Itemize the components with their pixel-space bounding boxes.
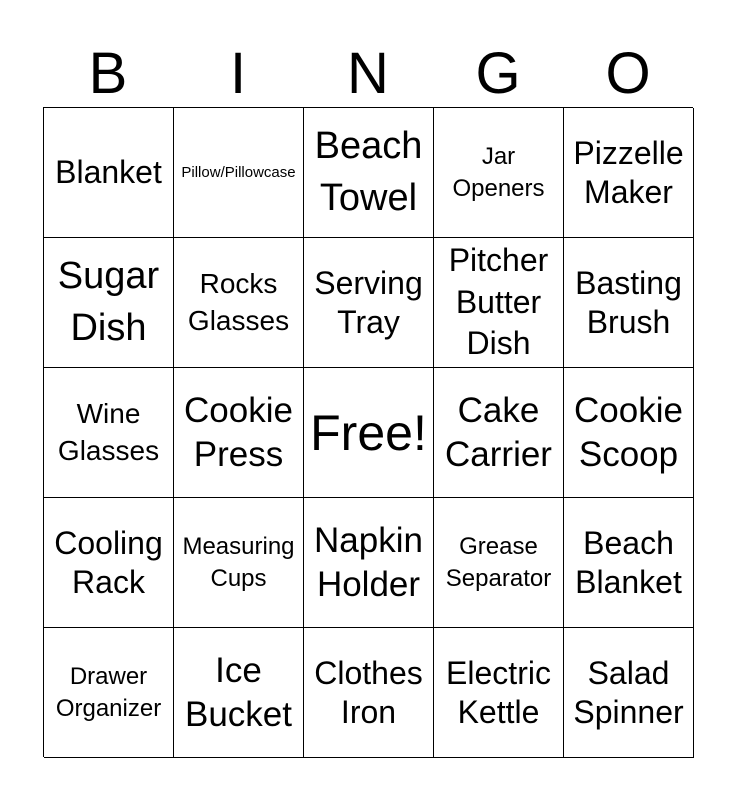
bingo-cell[interactable]: [434, 628, 564, 758]
cell-label: Grease Separator: [445, 533, 552, 592]
cell-label: Measuring Cups: [182, 533, 295, 592]
cell-label: Drawer Organizer: [55, 663, 162, 722]
bingo-cell[interactable]: [44, 628, 174, 758]
cell-label: Cookie Scoop: [574, 390, 683, 474]
free-label: Free!: [310, 404, 427, 461]
free-space[interactable]: [304, 368, 434, 498]
bingo-cell[interactable]: [44, 238, 174, 368]
bingo-cell[interactable]: [44, 368, 174, 498]
cell-label: Blanket: [55, 154, 162, 191]
cell-label: Pizzelle Maker: [573, 135, 684, 210]
cell-label: Electric Kettle: [446, 655, 551, 730]
cell-label: Beach Blanket: [575, 525, 682, 600]
bingo-cell[interactable]: [564, 628, 694, 758]
cell-label: Pillow/Pillowcase: [181, 163, 296, 181]
header-letter-n: N: [347, 41, 389, 106]
cell-label: Wine Glasses: [57, 398, 160, 466]
cell-label: Ice Bucket: [185, 650, 292, 734]
bingo-cell[interactable]: [174, 238, 304, 368]
cell-label: Clothes Iron: [314, 655, 423, 730]
header-letter-g: G: [475, 41, 521, 106]
bingo-cell[interactable]: [434, 368, 564, 498]
bingo-cell[interactable]: [434, 238, 564, 368]
bingo-cell[interactable]: [304, 238, 434, 368]
bingo-cell[interactable]: [174, 108, 304, 238]
bingo-cell[interactable]: [564, 108, 694, 238]
bingo-cell[interactable]: [44, 108, 174, 238]
cell-label: Jar Openers: [452, 143, 545, 202]
cell-label: Serving Tray: [314, 265, 423, 340]
bingo-cell[interactable]: [434, 498, 564, 628]
cell-label: Cooling Rack: [54, 525, 163, 600]
cell-label: Cake Carrier: [445, 390, 552, 474]
bingo-cell[interactable]: [174, 368, 304, 498]
bingo-cell[interactable]: [434, 108, 564, 238]
bingo-cell[interactable]: [44, 498, 174, 628]
cell-label: Sugar Dish: [57, 255, 160, 349]
bingo-cell[interactable]: [304, 498, 434, 628]
bingo-cell[interactable]: [174, 628, 304, 758]
bingo-cell[interactable]: [564, 498, 694, 628]
cell-label: Pitcher Butter Dish: [448, 242, 549, 362]
bingo-cell[interactable]: [174, 498, 304, 628]
bingo-cell[interactable]: [564, 238, 694, 368]
cell-label: Salad Spinner: [573, 655, 684, 730]
bingo-board: [43, 107, 693, 757]
bingo-cell[interactable]: [304, 108, 434, 238]
cell-label: Napkin Holder: [314, 520, 423, 604]
header-letter-b: B: [88, 41, 128, 106]
bingo-header: [43, 42, 693, 106]
bingo-cell[interactable]: [564, 368, 694, 498]
cell-label: Beach Towel: [314, 125, 423, 219]
cell-label: Rocks Glasses: [187, 268, 290, 336]
header-letter-o: O: [605, 41, 651, 106]
cell-label: Cookie Press: [184, 390, 293, 474]
header-letter-i: I: [229, 41, 247, 106]
cell-label: Basting Brush: [575, 265, 682, 340]
bingo-cell[interactable]: [304, 628, 434, 758]
